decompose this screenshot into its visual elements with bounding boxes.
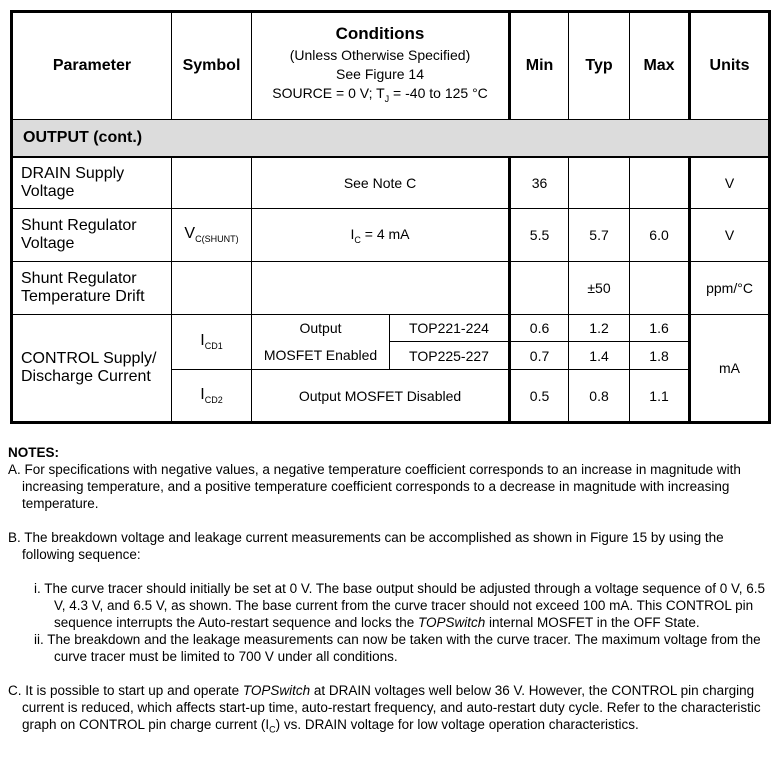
note-b-i-text2: internal MOSFET in the OFF State. <box>485 615 700 630</box>
cond-rest: = 4 mA <box>360 225 410 242</box>
cond-l3b: = -40 to 125 °C <box>389 84 488 101</box>
header-row <box>12 12 770 120</box>
conditions-line3 <box>252 84 508 109</box>
note-b-ii: ii. The breakdown and the leakage measurements can now be taken with the curve tracer. The maximum voltage from the curve tracer must be limited to 700 V under all conditions. <box>34 632 761 664</box>
cond-l3a: SOURCE = 0 V; T <box>272 84 385 101</box>
cond-l3sub: J <box>384 93 390 104</box>
symbol-main: V <box>184 225 196 243</box>
conditions-title: Conditions <box>335 23 425 43</box>
note-c <box>8 682 770 739</box>
max: 6.0 <box>630 209 690 262</box>
note-c-text: C. It is possible to start up and operate <box>8 683 243 698</box>
symbol-main: I <box>200 332 205 350</box>
section-output: OUTPUT (cont.) <box>12 120 770 157</box>
notes-title: NOTES: <box>8 445 60 460</box>
symbol-sub: CD2 <box>204 395 223 406</box>
cond-main: I <box>350 225 355 242</box>
min: 36 <box>510 157 569 209</box>
param: CONTROL Supply/ Discharge Current <box>12 315 172 423</box>
conditions: See Note C <box>252 157 510 209</box>
conditions-line1: (Unless Otherwise Specified) <box>289 46 471 63</box>
units: V <box>690 209 770 262</box>
cond-sub: C <box>354 234 361 245</box>
min: 5.5 <box>510 209 569 262</box>
table-row <box>12 209 770 262</box>
header-typ: Typ <box>569 12 630 120</box>
part-number: TOP221-224 <box>390 315 510 342</box>
typ: 1.4 <box>569 342 630 370</box>
cond-line2: MOSFET Enabled <box>252 342 390 370</box>
symbol <box>172 262 252 315</box>
note-b: B. The breakdown voltage and leakage current measurements can be accomplished as shown in Figure 15 by using the following sequence: <box>8 530 724 562</box>
header-max: Max <box>630 12 690 120</box>
notes <box>8 444 770 739</box>
header-min: Min <box>510 12 569 120</box>
table-row <box>12 262 770 315</box>
min <box>510 262 569 315</box>
symbol-icd2 <box>172 370 252 423</box>
units: ppm/°C <box>690 262 770 315</box>
note-c-sub: C <box>269 724 276 735</box>
note-a: A. For specifications with negative values, a negative temperature coefficient corresponds to an increase in magnitude with increasing temperature, and a positive temperature coefficient corresponds to a decrease in magnitude with increasing temperature. <box>8 462 741 511</box>
max: 1.1 <box>630 370 690 423</box>
max: 1.6 <box>630 315 690 342</box>
header-units: Units <box>690 12 770 120</box>
note-b-i <box>8 580 770 631</box>
note-c-text2: at DRAIN voltages well below 36 V. However, the CONTROL pin charging current is reduced, which affects start-up time, auto-restart frequency, and auto-restart duty cycle. Refer to the characteristic graph on CONTROL pin charge current (I <box>22 683 761 732</box>
symbol <box>172 157 252 209</box>
table-row <box>12 315 770 342</box>
max: 1.8 <box>630 342 690 370</box>
header-conditions <box>252 12 510 120</box>
note-c-em: TOPSwitch <box>242 683 311 698</box>
param: Shunt Regulator Voltage <box>12 209 172 262</box>
units: mA <box>690 315 770 423</box>
symbol-main: I <box>200 385 205 403</box>
symbol-sub: CD1 <box>204 341 223 352</box>
param: DRAIN Supply Voltage <box>12 157 172 209</box>
max <box>630 262 690 315</box>
conditions <box>252 209 510 262</box>
symbol-icd1 <box>172 315 252 370</box>
typ: 5.7 <box>569 209 630 262</box>
note-b-i-text: i. The curve tracer should initially be set at 0 V. The base output should be adjusted through a voltage sequence of 0 V, 6.5 V, 4.3 V, and 6.5 V, as shown. The base current from the curve tracer should not exceed 100 mA. This CONTROL pin sequence interrupts the Auto-restart sequence and locks the <box>34 581 765 630</box>
conditions <box>252 262 510 315</box>
symbol-sub: C(SHUNT) <box>195 234 239 245</box>
header-parameter: Parameter <box>12 12 172 120</box>
cond-line1: Output <box>252 315 390 342</box>
note-c-text3: ) vs. DRAIN voltage for low voltage operation characteristics. <box>275 717 639 732</box>
min: 0.7 <box>510 342 569 370</box>
typ: 0.8 <box>569 370 630 423</box>
typ: ±50 <box>569 262 630 315</box>
conditions-line2: See Figure 14 <box>336 65 424 82</box>
header-symbol: Symbol <box>172 12 252 120</box>
min: 0.6 <box>510 315 569 342</box>
max <box>630 157 690 209</box>
param: Shunt Regulator Temperature Drift <box>12 262 172 315</box>
note-b-i-em: TOPSwitch <box>417 615 486 630</box>
units: V <box>690 157 770 209</box>
part-number: TOP225-227 <box>390 342 510 370</box>
typ: 1.2 <box>569 315 630 342</box>
typ <box>569 157 630 209</box>
electrical-characteristics-table <box>10 10 771 424</box>
min: 0.5 <box>510 370 569 423</box>
symbol <box>172 209 252 262</box>
conditions: Output MOSFET Disabled <box>252 370 510 423</box>
table-row <box>12 157 770 209</box>
